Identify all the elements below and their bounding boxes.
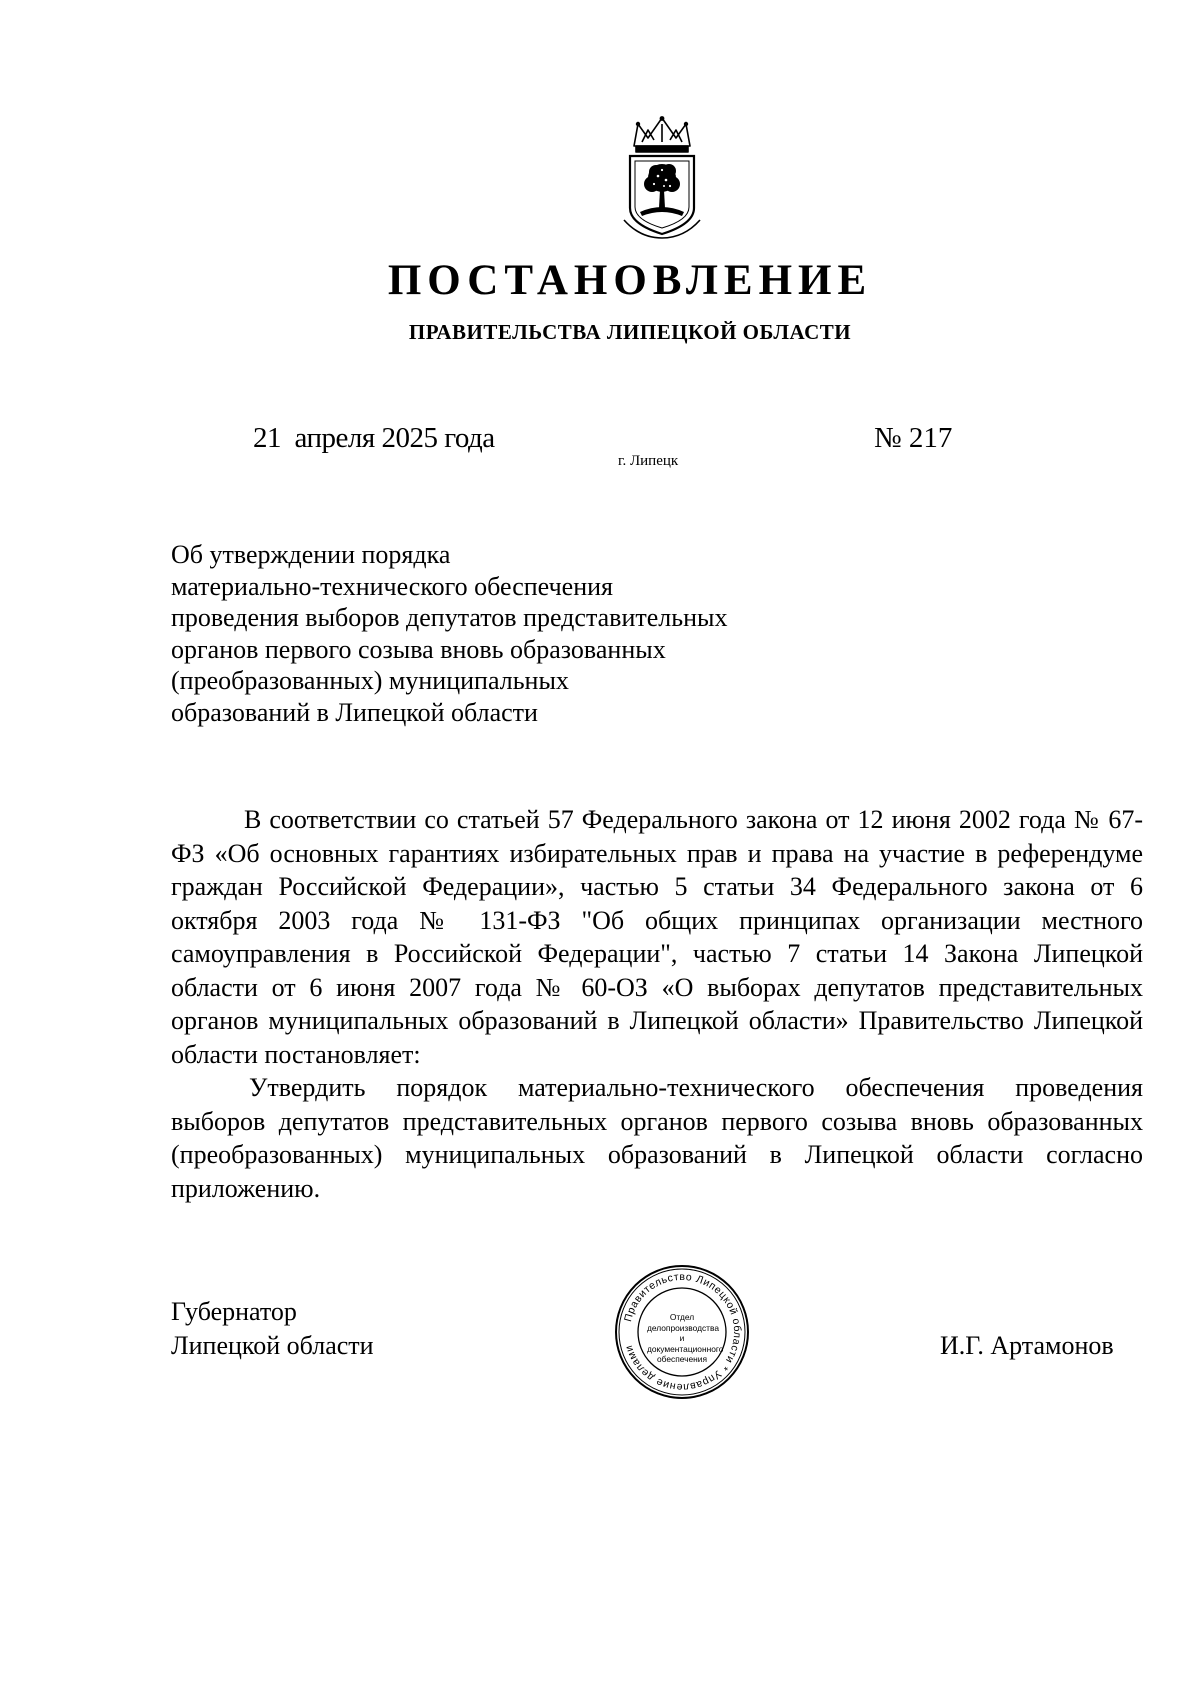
stamp-line: Отдел [669, 1312, 695, 1322]
stamp-line: документационного [647, 1343, 724, 1354]
body-paragraph: Утвердить порядок материально-технического обеспечения проведения выборов депутатов представительных органов первого созыва вновь образованных (преобразованных) муниципальных образований в Липецкой области согласно приложению. [171, 1073, 1143, 1203]
stamp-center-text [647, 1312, 724, 1365]
document-subject [171, 539, 811, 729]
stamp-ring-text: Правительство Липецкой области * Управление делами [622, 1270, 744, 1394]
document-body [171, 803, 1143, 1205]
document-type-heading: ПОСТАНОВЛЕНИЕ [387, 257, 873, 304]
stamp-line: делопроизводства и [647, 1322, 720, 1343]
signatory-name: И.Г. Артамонов [940, 1331, 1114, 1360]
body-paragraph: В соответствии со статьей 57 Федерального закона от 12 июня 2002 года № 67-ФЗ «Об основных гарантиях избирательных прав и права на участие в референдуме граждан Российской Федерации», частью 5 статьи 34 Федерального закона от 6 октября 2003 года № 131-ФЗ "Об общих принципах организации местного самоуправления в Российской Федерации", частью 7 статьи 14 Закона Липецкой области от 6 июня 2007 года № 60-ОЗ «О выборах депутатов представительных органов муниципальных образований в Липецкой области» Правительство Липецкой области постановляет: [171, 805, 1143, 1069]
subject-line: Об утверждении порядка [171, 540, 451, 569]
signatory-title-line: Губернатор [171, 1297, 297, 1326]
document-number: № 217 [874, 422, 953, 454]
subject-line: материально-технического обеспечения [171, 571, 613, 601]
lipetsk-coat-of-arms-icon [620, 116, 704, 240]
signatory-title-line: Липецкой области [171, 1331, 374, 1360]
subject-line: образований в Липецкой области [171, 697, 538, 727]
subject-line: органов первого созыва вновь образованных [171, 634, 666, 664]
subject-line: проведения выборов депутатов представительных [171, 603, 728, 633]
document-place: г. Липецк [618, 453, 679, 469]
issuing-authority: ПРАВИТЕЛЬСТВА ЛИПЕЦКОЙ ОБЛАСТИ [408, 320, 852, 344]
subject-line: (преобразованных) муниципальных [171, 666, 569, 696]
signatory-title [171, 1295, 374, 1363]
stamp-line: обеспечения [657, 1354, 707, 1364]
document-date: 21 апреля 2025 года [253, 422, 495, 454]
